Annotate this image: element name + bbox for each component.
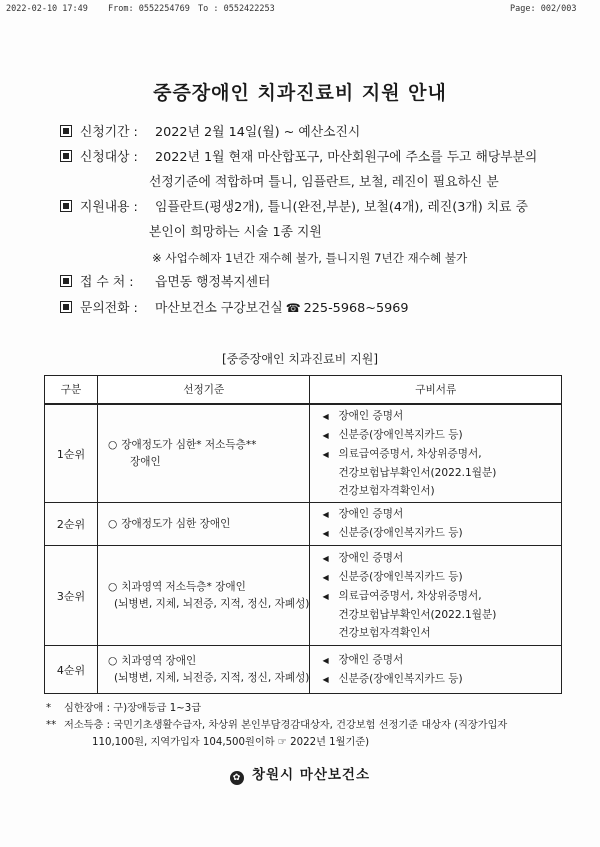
fax-from: From: 0552254769 <box>108 4 190 14</box>
contact-value: 마산보건소 구강보건실 <box>155 301 283 316</box>
header-docs: 구비서류 <box>310 376 562 405</box>
contact-phone: 225-5968~5969 <box>303 301 409 316</box>
checkbox-bullet-icon <box>60 301 72 313</box>
circle-bullet-icon: ○ <box>108 517 118 530</box>
table-row-1 <box>45 404 562 503</box>
criteria-text: 치과영역 장애인 <box>121 654 197 667</box>
checkbox-bullet-icon <box>60 125 72 137</box>
info-note: ※ 사업수혜자 1년간 재수혜 불가, 틀니지원 7년간 재수혜 불가 <box>152 251 468 265</box>
doc-item: 장애인 증명서 <box>338 653 404 666</box>
doc-item: 장애인 증명서 <box>338 508 404 520</box>
contact-label: 문의전화 : <box>80 301 138 316</box>
target-line2: 선정기준에 적합하며 틀니, 임플란트, 보철, 레진이 필요하신 분 <box>149 175 499 190</box>
period-value: 2022년 2월 14일(월) ~ 예산소진시 <box>155 125 361 140</box>
doc-item: 신분증(장애인복지카드 등) <box>338 527 463 539</box>
organization-name: 창원시 마산보건소 <box>251 767 371 783</box>
doc-item: 신분증(장애인복지카드 등) <box>338 429 463 441</box>
docs-cell <box>310 404 562 503</box>
arrow-bullet-icon: ◀ <box>322 412 329 421</box>
circle-bullet-icon: ○ <box>108 654 118 667</box>
info-section <box>60 122 580 319</box>
target-label: 신청대상 : <box>80 150 138 165</box>
doc-item: 의료급여증명서, 차상위증명서, <box>338 590 482 602</box>
doc-item: 건강보험납부확인서(2022.1월분) <box>338 467 497 479</box>
criteria-text: 장애정도가 심한 장애인 <box>121 517 231 530</box>
city-logo-icon: ✿ <box>230 771 244 785</box>
footnote-mark: ** <box>46 720 57 731</box>
arrow-bullet-icon: ◀ <box>322 554 329 563</box>
content-line1: 임플란트(평생2개), 틀니(완전,부분), 보철(4개), 레진(3개) 치료 중 <box>155 200 528 215</box>
info-office <box>60 272 580 294</box>
criteria-text: 장애정도가 심한* 저소득층** <box>121 438 257 451</box>
info-contact <box>60 297 580 319</box>
rank-cell: 3순위 <box>45 546 98 646</box>
checkbox-bullet-icon <box>60 275 72 287</box>
period-label: 신청기간 : <box>80 125 138 140</box>
arrow-bullet-icon: ◀ <box>322 674 329 684</box>
fax-page: Page: 002/003 <box>510 4 577 14</box>
target-line1: 2022년 1월 현재 마산합포구, 마산회원구에 주소를 두고 해당부분의 <box>155 150 538 165</box>
rank-cell: 4순위 <box>45 646 98 694</box>
arrow-bullet-icon: ◀ <box>322 450 329 459</box>
arrow-bullet-icon: ◀ <box>322 510 329 519</box>
criteria-text-2: 장애인 <box>130 455 161 468</box>
checkbox-bullet-icon <box>60 150 72 162</box>
doc-item: 건강보험납부확인서(2022.1월분) <box>338 609 497 621</box>
content-label: 지원내용 : <box>80 200 138 215</box>
fax-to: To : 0552422253 <box>198 4 275 14</box>
organization <box>0 763 600 785</box>
doc-item: 의료급여증명서, 차상위증명서, <box>338 448 482 460</box>
circle-bullet-icon: ○ <box>108 438 118 451</box>
arrow-bullet-icon: ◀ <box>322 573 329 582</box>
footnote-1 <box>46 700 201 717</box>
doc-item: 건강보험자격확인서) <box>338 485 435 497</box>
fax-datetime: 2022-02-10 17:49 <box>6 4 88 14</box>
info-period <box>60 122 580 144</box>
criteria-cell <box>98 503 310 546</box>
office-value: 읍면동 행정복지센터 <box>155 275 271 290</box>
circle-bullet-icon: ○ <box>108 580 118 593</box>
docs-cell <box>310 503 562 546</box>
doc-item: 신분증(장애인복지카드 등) <box>338 571 463 583</box>
rank-cell: 2순위 <box>45 503 98 546</box>
table-row-3 <box>45 546 562 646</box>
arrow-bullet-icon: ◀ <box>322 529 329 538</box>
arrow-bullet-icon: ◀ <box>322 655 329 665</box>
criteria-text-2: (뇌병변, 지체, 뇌전증, 지적, 정신, 자폐성) <box>114 597 310 610</box>
telephone-icon: ☎ <box>285 301 301 315</box>
doc-item: 장애인 증명서 <box>338 552 404 564</box>
info-target <box>60 147 580 169</box>
criteria-cell <box>98 404 310 503</box>
doc-item: 건강보험자격확인서 <box>338 627 431 639</box>
docs-cell <box>310 646 562 694</box>
table-row-2 <box>45 503 562 546</box>
docs-cell <box>310 546 562 646</box>
support-table <box>44 375 562 694</box>
criteria-cell <box>98 646 310 694</box>
info-content <box>60 197 580 219</box>
office-label: 접 수 처 : <box>80 275 134 290</box>
doc-item: 장애인 증명서 <box>338 410 404 422</box>
footnote-2-cont: 110,100원, 지역가입자 104,500원이하 ☞ 2022년 1월기준) <box>92 737 370 748</box>
table-row-4 <box>45 646 562 694</box>
arrow-bullet-icon: ◀ <box>322 431 329 440</box>
page-title: 중증장애인 치과진료비 지원 안내 <box>153 82 447 104</box>
table-header-row <box>45 376 562 405</box>
footnote-text: 심한장애 : 구)장애등급 1~3급 <box>64 703 202 714</box>
content-line2: 본인이 희망하는 시술 1종 지원 <box>149 225 322 240</box>
footnote-mark: * <box>46 703 52 714</box>
doc-item: 신분증(장애인복지카드 등) <box>338 672 463 685</box>
criteria-cell <box>98 546 310 646</box>
criteria-text-2: (뇌병변, 지체, 뇌전증, 지적, 정신, 자폐성) <box>114 671 310 684</box>
criteria-text: 치과영역 저소득층* 장애인 <box>121 580 246 593</box>
checkbox-bullet-icon <box>60 200 72 212</box>
header-criteria: 선정기준 <box>98 376 310 405</box>
rank-cell: 1순위 <box>45 404 98 503</box>
footnote-2 <box>46 717 507 734</box>
arrow-bullet-icon: ◀ <box>322 592 329 601</box>
header-rank: 구분 <box>45 376 98 405</box>
table-title: [중증장애인 치과진료비 지원] <box>221 352 379 366</box>
footnote-text: 저소득층 : 국민기초생활수급자, 차상위 본인부담경감대상자, 건강보험 선정기준 대상자 (직장가입자 <box>64 720 508 731</box>
